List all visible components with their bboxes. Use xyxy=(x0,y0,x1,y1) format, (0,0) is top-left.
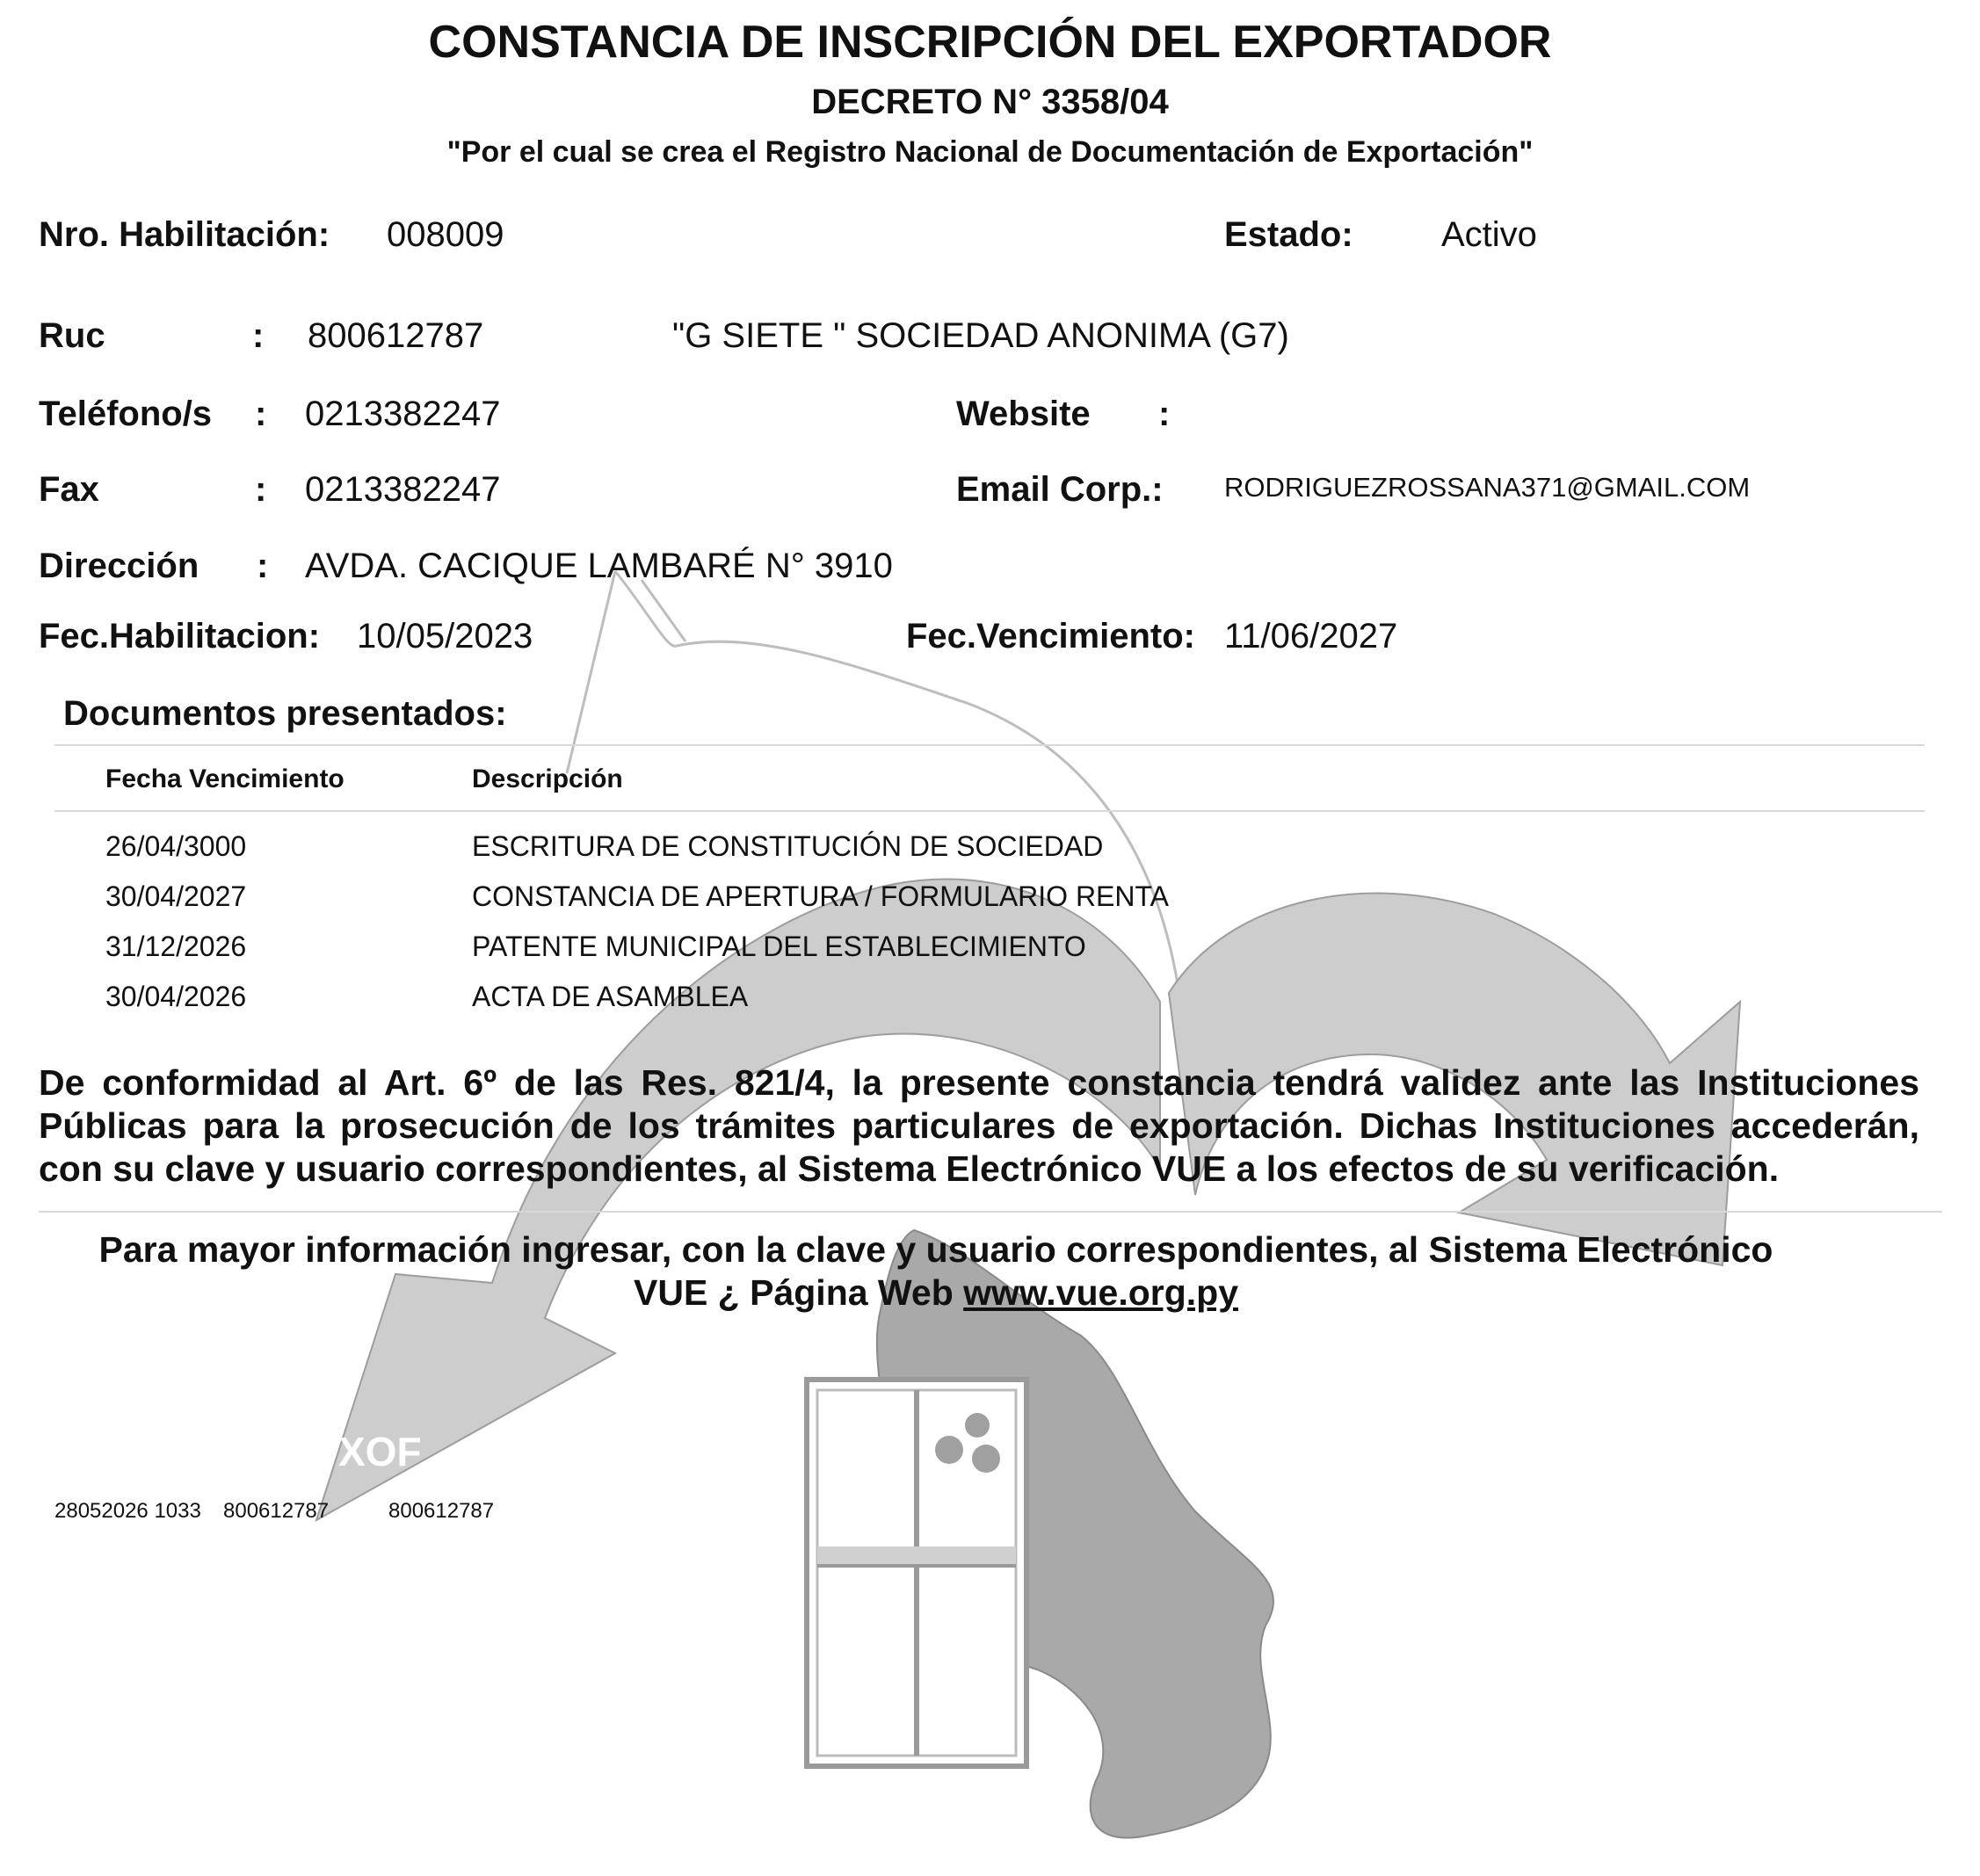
legal-paragraph xyxy=(39,1061,1919,1191)
column-header-fecha: Fecha Vencimiento xyxy=(105,764,345,793)
outline-arrow-head xyxy=(642,580,685,641)
legal-line-2: Públicas para la prosecución de los trámites particulares de exportación. Dichas Instituciones accederán, xyxy=(39,1105,1919,1146)
estado-label: Estado: xyxy=(1224,215,1353,254)
fec-habilitacion-value: 10/05/2023 xyxy=(357,617,533,656)
flower-icon xyxy=(935,1436,963,1464)
website-label: Website xyxy=(956,395,1091,433)
table-top-rule xyxy=(54,744,1925,746)
fax-value: 0213382247 xyxy=(305,470,501,509)
fec-habilitacion-label: Fec.Habilitacion: xyxy=(39,617,321,656)
decree-number: DECRETO N° 3358/04 xyxy=(811,83,1169,121)
row-fecha: 26/04/3000 xyxy=(105,830,247,862)
row-descripcion: ESCRITURA DE CONSTITUCIÓN DE SOCIEDAD xyxy=(472,830,1104,862)
direccion-colon: : xyxy=(257,547,269,585)
ruc-colon: : xyxy=(252,316,265,355)
footer-info xyxy=(0,1228,1872,1315)
email-value: RODRIGUEZROSSANA371@GMAIL.COM xyxy=(1224,472,1751,503)
window-sill xyxy=(817,1546,1016,1564)
print-code: 28052026 1033 xyxy=(54,1499,201,1523)
row-descripcion: CONSTANCIA DE APERTURA / FORMULARIO RENTA xyxy=(472,880,1170,912)
column-header-descripcion: Descripción xyxy=(472,764,623,793)
row-fecha: 30/04/2027 xyxy=(105,880,247,912)
document-title: CONSTANCIA DE INSCRIPCIÓN DEL EXPORTADOR xyxy=(428,17,1552,68)
footer-line-1: Para mayor información ingresar, con la clave y usuario correspondientes, al Sistema Electrónico xyxy=(98,1229,1773,1270)
direccion-label: Dirección xyxy=(39,547,199,585)
nro-habilitacion-value: 008009 xyxy=(387,215,504,254)
flower-icon xyxy=(972,1445,1000,1473)
telefono-value: 0213382247 xyxy=(305,395,501,433)
fec-vencimiento-value: 11/06/2027 xyxy=(1224,617,1398,656)
legal-line-1: De conformidad al Art. 6º de las Res. 821/4, la presente constancia tendrá validez ante las Instituciones xyxy=(39,1062,1919,1103)
footer-line-2-prefix: VUE ¿ Página Web xyxy=(633,1272,964,1313)
outline-arrow-stem xyxy=(567,571,615,773)
company-name: "G SIETE " SOCIEDAD ANONIMA (G7) xyxy=(672,316,1289,355)
legal-line-3: con su clave y usuario correspondientes, al Sistema Electrónico VUE a los efectos de su verificación. xyxy=(39,1148,1780,1189)
estado-value: Activo xyxy=(1441,215,1537,254)
flower-icon xyxy=(965,1413,990,1438)
table-header-rule xyxy=(54,810,1925,812)
vue-website-link[interactable]: www.vue.org.py xyxy=(963,1272,1239,1313)
row-fecha: 31/12/2026 xyxy=(105,931,247,962)
telefono-colon: : xyxy=(255,395,267,433)
ruc-value: 800612787 xyxy=(308,316,484,355)
legal-rule xyxy=(39,1211,1942,1213)
footer-line-2 xyxy=(0,1271,1872,1315)
decree-description: "Por el cual se crea el Registro Nacional de Documentación de Exportación" xyxy=(446,135,1534,169)
fax-label: Fax xyxy=(39,470,99,509)
print-ruc-2: 800612787 xyxy=(388,1499,495,1523)
fax-colon: : xyxy=(255,470,267,509)
ruc-label: Ruc xyxy=(39,316,105,355)
fec-vencimiento-label: Fec.Vencimiento: xyxy=(906,617,1195,656)
print-ruc-1: 800612787 xyxy=(223,1499,330,1523)
watermark-fragment: XOF xyxy=(338,1429,422,1474)
direccion-value: AVDA. CACIQUE LAMBARÉ N° 3910 xyxy=(305,547,893,585)
documents-heading: Documentos presentados: xyxy=(63,694,507,733)
email-label: Email Corp.: xyxy=(956,470,1164,509)
row-fecha: 30/04/2026 xyxy=(105,981,247,1012)
telefono-label: Teléfono/s xyxy=(39,395,213,433)
row-descripcion: PATENTE MUNICIPAL DEL ESTABLECIMIENTO xyxy=(472,931,1086,962)
row-descripcion: ACTA DE ASAMBLEA xyxy=(472,981,749,1012)
nro-habilitacion-label: Nro. Habilitación: xyxy=(39,215,330,254)
website-colon: : xyxy=(1158,395,1171,433)
window-logo xyxy=(807,1380,1026,1766)
